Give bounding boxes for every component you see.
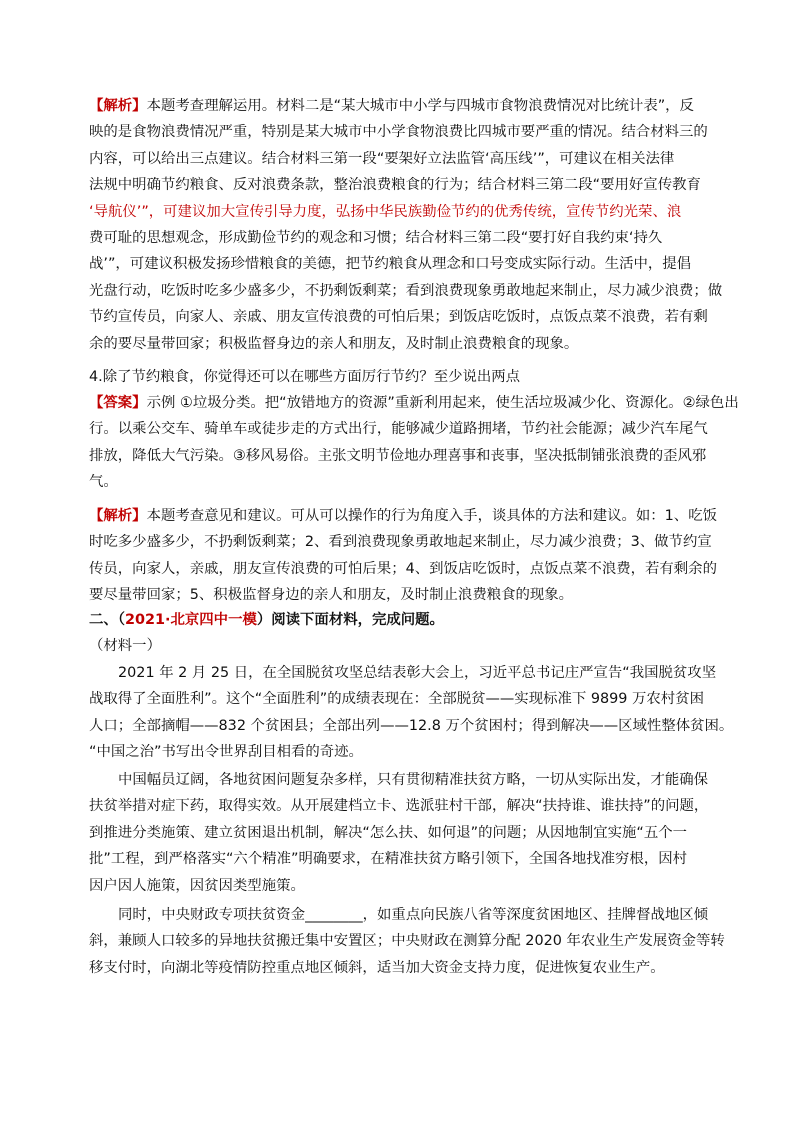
material-paragraph-3: 同时，中央财政专项扶贫资金________，如重点向民族八省等深度贫困地区、挂牌督战地区倾 斜，兼顾人口较多的异地扶贫搬迁集中安置区；中央财政在测算分配 2020 年农业生产发展资金等转 移支付时，向湖北等疫情防控重点地区倾斜，适当加大资金支持力度，促进恢复农业生产。 bbox=[89, 907, 725, 976]
answer-paragraph: 【答案】示例 ①垃圾分类。把“放错地方的资源”重新利用起来，使生活垃圾减少化、资源化。②绿色出 行。以乘公交车、骑单车或徒步走的方式出行，能够减少道路拥堵，节约社会能源；减少汽车尾气 排放，降低大气污染。③移风易俗。主张文明节俭地办理喜事和丧事，坚决抵制铺张浪费的歪风邪 气。 bbox=[89, 395, 739, 491]
question-4: 4.除了节约粮食，你觉得还可以在哪些方面厉行节约？至少说出两点 bbox=[89, 369, 521, 385]
red-passage: ‘导航仪’”，可建议加大宣传引导力度，弘扬中华民族勤俭节约的优秀传统，宣传节约光荣、浪 bbox=[89, 203, 682, 220]
answer-tag: 【答案】 bbox=[89, 395, 147, 411]
analysis-paragraph-2: 【解析】本题考查意见和建议。可从可以操作的行为角度入手，谈具体的方法和建议。如：1、吃饭 时吃多少盛多少，不扔剩饭剩菜；2、看到浪费现象勇敢地起来制止，尽力减少浪费；3、做节约宣 传员，向家人，亲戚，朋友宣传浪费的可怕后果；4、到饭店吃饭时，点饭点菜不浪费，若有剩余的 要尽量带回家；5、积极监督身边的亲人和朋友，及时制止浪费粮食的现象。 bbox=[89, 508, 717, 604]
section-heading: 二、（2021·北京四中一模）阅读下面材料，完成问题。 bbox=[89, 612, 444, 628]
material-label: （材料一） bbox=[89, 638, 161, 654]
source-label: 2021·北京四中一模 bbox=[124, 612, 257, 628]
material-paragraph-2: 中国幅员辽阔，各地贫困问题复杂多样，只有贯彻精准扶贫方略，一切从实际出发，才能确保 扶贫举措对症下药，取得实效。从开展建档立卡、选派驻村干部，解决“扶持谁、谁扶持”的问题， 到推进分类施策、建立贫困退出机制，解决“怎么扶、如何退”的问题；从因地制宜实施“五个一 批”工程，到严格落实“六个精准”明确要求，在精准扶贫方略引领下，全国各地找准穷根，因村 因户因人施策，因贫因类型施策。 bbox=[89, 772, 709, 894]
material-paragraph-1: 2021 年 2 月 25 日，在全国脱贫攻坚总结表彰大会上，习近平总书记庄严宣告“我国脱贫攻坚 战取得了全面胜利”。这个“全面胜利”的成绩表现在：全部脱贫——实现标准下 9899 万农村贫困 人口；全部摘帽——832 个贫困县；全部出列——12.8 万个贫困村；得到解决——区域性整体贫困。 “中国之治”书写出令世界刮目相看的奇迹。 bbox=[89, 665, 734, 761]
analysis-tag: 【解析】 bbox=[89, 98, 147, 114]
analysis-tag: 【解析】 bbox=[89, 508, 147, 524]
analysis-paragraph-1: 【解析】本题考查理解运用。材料二是“某大城市中小学与四城市食物浪费情况对比统计表”，反 映的是食物浪费情况严重，特别是某大城市中小学食物浪费比四城市要严重的情况。结合材料三的 内容，可以给出三点建议。结合材料三第一段“要架好立法监管‘高压线’”，可建议在相关法律 法规中明确节约粮食、反对浪费条款，整治浪费粮食的行为；结合材料三第二段“要用好宣传教育 ‘导航仪’”，可建议加大宣传引导力度，弘扬中华民族勤俭节约的优秀传统，宣传节约光荣、浪 费可耻的思想观念，形成勤俭节约的观念和习惯；结合材料三第二段“要打好自我约束‘持久 战’”，可建议积极发扬珍惜粮食的美德，把节约粮食从理念和口号变成实际行动。生活中，提倡 光盘行动，吃饭时吃多少盛多少，不扔剩饭剩菜；看到浪费现象勇敢地起来制止，尽力减少浪费；做 节约宣传员，向家人、亲戚、朋友宣传浪费的可怕后果；到饭店吃饭时，点饭点菜不浪费，若有剩 余的要尽量带回家；积极监督身边的亲人和朋友，及时制止浪费粮食的现象。 bbox=[89, 98, 723, 352]
